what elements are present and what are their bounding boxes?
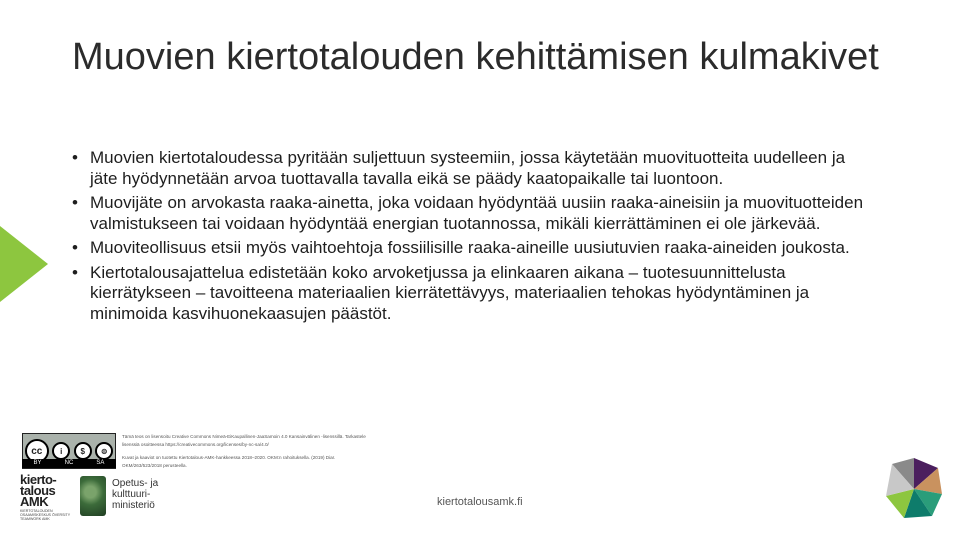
ministry-line: ministeriö [112,500,155,511]
logo-line: talous [20,483,56,498]
corner-hexagon-logo [884,458,944,520]
bullet-item [72,193,872,234]
cc-label-sa: SA [96,460,105,466]
bullet-list [72,148,872,328]
bullet-item [72,148,872,189]
ministry-line: kulttuuri- [112,489,151,500]
bullet-text: Kiertotalousajattelua edistetään koko arvoketjussa ja elinkaaren aikana – tuotesuunnittelusta kierrätykseen – tavoitteena materiaalien kierrätettävyys, materiaalien tehokas hyödyntäminen ja minimoida kasvihuonekaasujen päästöt. [90,262,810,323]
attribution-icon: i [52,442,70,460]
cc-icon: cc [25,439,49,463]
cc-label-by: BY [33,460,42,466]
bullet-item [72,238,872,259]
cc-license-labels [22,459,116,468]
decorative-green-triangle [0,226,48,302]
logo-line: kierto- [20,472,57,487]
logo-subtitle: KIERTOTALOUDEN OSAAMISKESKUS ŌVERSITY TEAMWORK AMK [20,509,71,521]
footer-url: kiertotalousamk.fi [437,496,523,508]
sharealike-icon: ⊜ [95,442,113,460]
bullet-item [72,263,872,325]
bullet-marker: • [72,148,78,167]
bullet-marker: • [72,238,78,257]
ministry-emblem-icon [80,476,106,516]
slide-title: Muovien kiertotalouden kehittämisen kulmakivet [72,36,879,78]
ministry-name [112,478,158,511]
license-notice [122,433,372,475]
bullet-text: Muovien kiertotaloudessa pyritään suljettuun systeemiin, jossa käytetään muovituotteita uudelleen ja jäte hyödynnetään arvoa tuottavalla tavalla eikä se päädy kaatopaikalle tai luontoon. [90,148,846,188]
cc-label-nc: NC [64,460,74,466]
ministry-line: Opetus- ja [112,478,159,489]
kiertotalous-amk-logo [20,472,72,521]
noncommercial-icon: $ [74,442,92,460]
bullet-marker: • [72,262,78,282]
funding-paragraph: Kuvat ja kaaviot on tuotettu Kiertotalous-AMK-hankkeessa 2018–2020. OKM:n rahoituksella. (2019) Diar. OKM/263/523/2018 perusteella. [122,455,336,468]
bullet-text: Muoviteollisuus etsii myös vaihtoehtoja fossiilisille raaka-aineille uusiutuvien raaka-aineiden joukosta. [90,238,850,257]
license-paragraph: Tämä teos on lisensoitu Creative Commons Nimeä-EiKaupallinen-JaaSamoin 4.0 Kansainvälinen -lisenssillä. Tarkastele lisenssiä osoitteessa https://creativecommons.org/licenses/by-nc-sa/4.0/ [122,434,366,447]
bullet-text: Muovijäte on arvokasta raaka-ainetta, joka voidaan hyödyntää uusiin raaka-aineisiin ja muovituotteiden valmistukseen tai voidaan hyödyntää energian tuotannossa, mikäli kierrättäminen ei ole järkevää. [90,193,864,233]
bullet-marker: • [72,193,78,212]
logo-line: AMK [20,494,49,509]
